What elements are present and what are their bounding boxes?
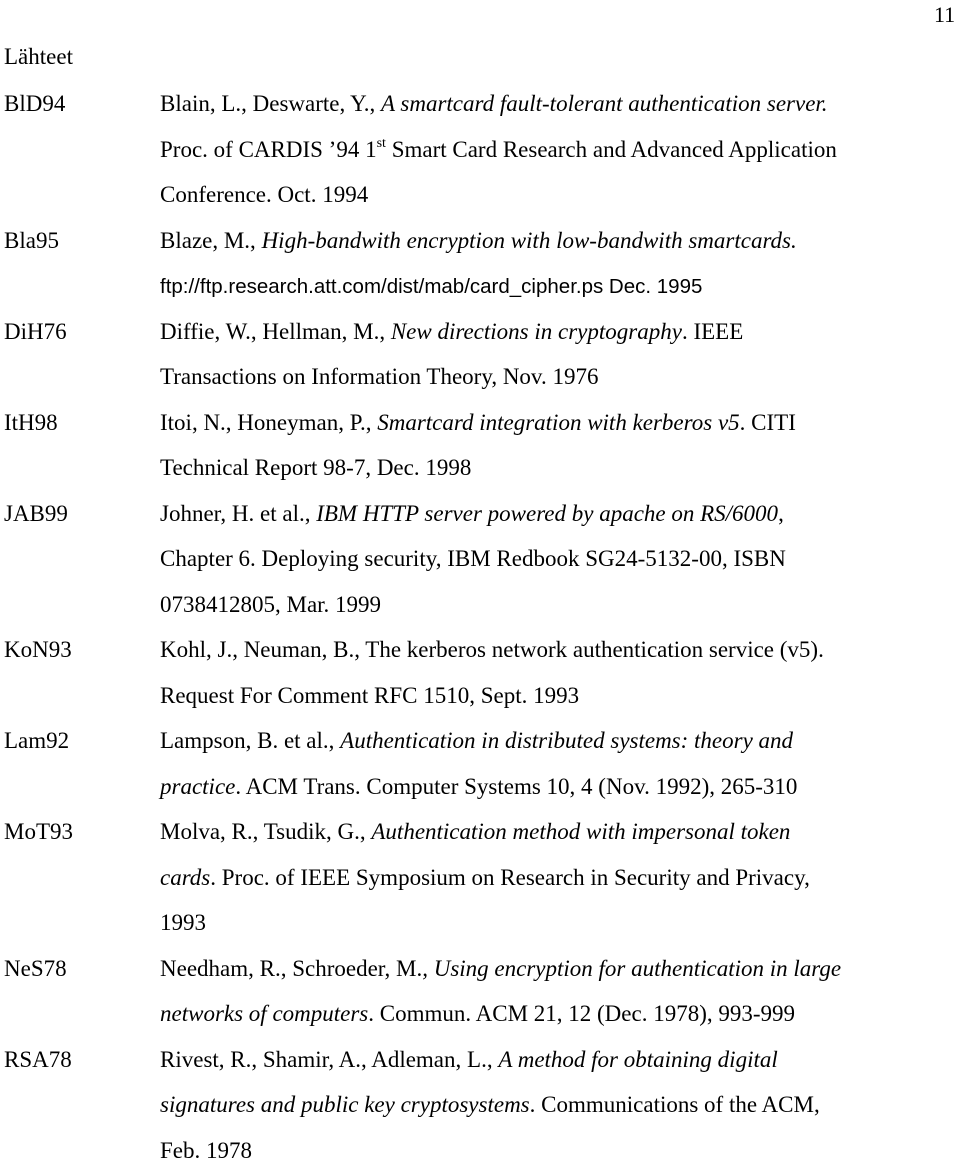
reference-key: BlD94: [4, 81, 65, 127]
reference-entry: [0, 309, 960, 400]
citation-text: Conference. Oct. 1994: [160, 182, 368, 207]
citation-text: . IEEE: [682, 319, 743, 344]
reference-entry: [0, 400, 960, 491]
citation-line: [160, 991, 955, 1037]
reference-citation: [160, 400, 955, 491]
page-number: 11: [934, 4, 955, 26]
citation-line: [160, 445, 955, 491]
citation-text: Request For Comment RFC 1510, Sept. 1993: [160, 683, 579, 708]
reference-citation: [160, 309, 955, 400]
section-heading: Lähteet: [4, 41, 73, 73]
citation-title-text: A method for obtaining digital: [498, 1047, 777, 1072]
citation-text: Transactions on Information Theory, Nov. 1976: [160, 364, 598, 389]
citation-text: Johner, H. et al.,: [160, 501, 316, 526]
reference-citation: [160, 218, 955, 309]
citation-title-text: IBM HTTP server powered by apache on RS/6000: [316, 501, 778, 526]
citation-text: 1993: [160, 910, 206, 935]
citation-text: Technical Report 98-7, Dec. 1998: [160, 455, 471, 480]
citation-text: Blaze, M.,: [160, 228, 262, 253]
citation-line: [160, 1128, 955, 1173]
citation-line: [160, 127, 955, 173]
reference-key: RSA78: [4, 1037, 72, 1083]
citation-line: [160, 218, 955, 264]
reference-entry: [0, 491, 960, 628]
citation-text: . Communications of the ACM,: [530, 1092, 820, 1117]
citation-text: . CITI: [740, 410, 796, 435]
citation-text: Needham, R., Schroeder, M.: [160, 956, 422, 981]
reference-key: ItH98: [4, 400, 58, 446]
reference-key: Bla95: [4, 218, 59, 264]
citation-line: [160, 536, 955, 582]
reference-entry: [0, 718, 960, 809]
citation-title-text: Authentication in distributed systems: theory and: [340, 728, 793, 753]
citation-line: [160, 673, 955, 719]
citation-title-text: , Using encryption for authentication in large: [422, 956, 841, 981]
citation-text: Smart Card Research and Advanced Application: [386, 137, 837, 162]
citation-title-text: New directions in cryptography: [391, 319, 682, 344]
citation-text: Lampson, B. et al.,: [160, 728, 340, 753]
citation-line: [160, 764, 955, 810]
citation-title-text: cards: [160, 865, 210, 890]
citation-text: . Proc. of IEEE Symposium on Research in Security and Privacy,: [210, 865, 810, 890]
reference-citation: [160, 81, 955, 218]
reference-citation: [160, 1037, 955, 1173]
reference-citation: [160, 627, 955, 718]
citation-text: Blain, L., Deswarte, Y.,: [160, 91, 381, 116]
citation-text: . ACM Trans. Computer Systems 10, 4 (Nov. 1992), 265-310: [235, 774, 797, 799]
citation-line: [160, 582, 955, 628]
reference-citation: [160, 809, 955, 946]
citation-text: Molva, R., Tsudik, G.,: [160, 819, 371, 844]
citation-text: Rivest, R., Shamir, A., Adleman, L.,: [160, 1047, 498, 1072]
citation-line: [160, 946, 955, 992]
reference-key: MoT93: [4, 809, 73, 855]
citation-text: st: [377, 136, 386, 151]
citation-text: Itoi, N., Honeyman, P.,: [160, 410, 377, 435]
citation-line: [160, 81, 955, 127]
reference-key: KoN93: [4, 627, 72, 673]
citation-title-text: Authentication method with impersonal token: [371, 819, 790, 844]
citation-title-text: practice: [160, 774, 235, 799]
citation-line: [160, 309, 955, 355]
citation-text: Chapter 6. Deploying security, IBM Redbook SG24-5132-00, ISBN: [160, 546, 786, 571]
citation-text: Feb. 1978: [160, 1138, 252, 1163]
citation-text: Diffie, W., Hellman, M.,: [160, 319, 391, 344]
citation-title-text: signatures and public key cryptosystems: [160, 1092, 530, 1117]
citation-title-text: A smartcard fault-tolerant authentication server.: [381, 91, 828, 116]
citation-line: [160, 627, 955, 673]
reference-entry: [0, 946, 960, 1037]
citation-title-text: Smartcard integration with kerberos v5: [377, 410, 739, 435]
reference-entry: [0, 81, 960, 218]
citation-line: [160, 263, 955, 309]
citation-line: [160, 809, 955, 855]
reference-entry: [0, 218, 960, 309]
reference-citation: [160, 946, 955, 1037]
reference-key: NeS78: [4, 946, 67, 992]
citation-title-text: networks of computers: [160, 1001, 368, 1026]
reference-list: [0, 81, 960, 1173]
reference-key: Lam92: [4, 718, 69, 764]
citation-line: [160, 354, 955, 400]
citation-line: [160, 172, 955, 218]
reference-citation: [160, 491, 955, 628]
reference-key: DiH76: [4, 309, 67, 355]
citation-line: [160, 400, 955, 446]
citation-text: . Commun. ACM 21, 12 (Dec. 1978), 993-999: [368, 1001, 795, 1026]
citation-text: ftp://ftp.research.att.com/dist/mab/card_cipher.ps Dec. 1995: [160, 275, 702, 298]
citation-title-text: High-bandwith encryption with low-bandwith smartcards.: [262, 228, 797, 253]
citation-line: [160, 718, 955, 764]
reference-key: JAB99: [4, 491, 68, 537]
citation-text: Proc. of CARDIS ’94 1: [160, 137, 377, 162]
citation-text: ,: [778, 501, 784, 526]
citation-text: Kohl, J., Neuman, B., The kerberos network authentication service (v5).: [160, 637, 824, 662]
reference-citation: [160, 718, 955, 809]
citation-line: [160, 1082, 955, 1128]
citation-line: [160, 491, 955, 537]
reference-entry: [0, 809, 960, 946]
reference-entry: [0, 627, 960, 718]
reference-entry: [0, 1037, 960, 1173]
citation-line: [160, 855, 955, 901]
citation-text: 0738412805, Mar. 1999: [160, 592, 381, 617]
citation-line: [160, 900, 955, 946]
citation-line: [160, 1037, 955, 1083]
